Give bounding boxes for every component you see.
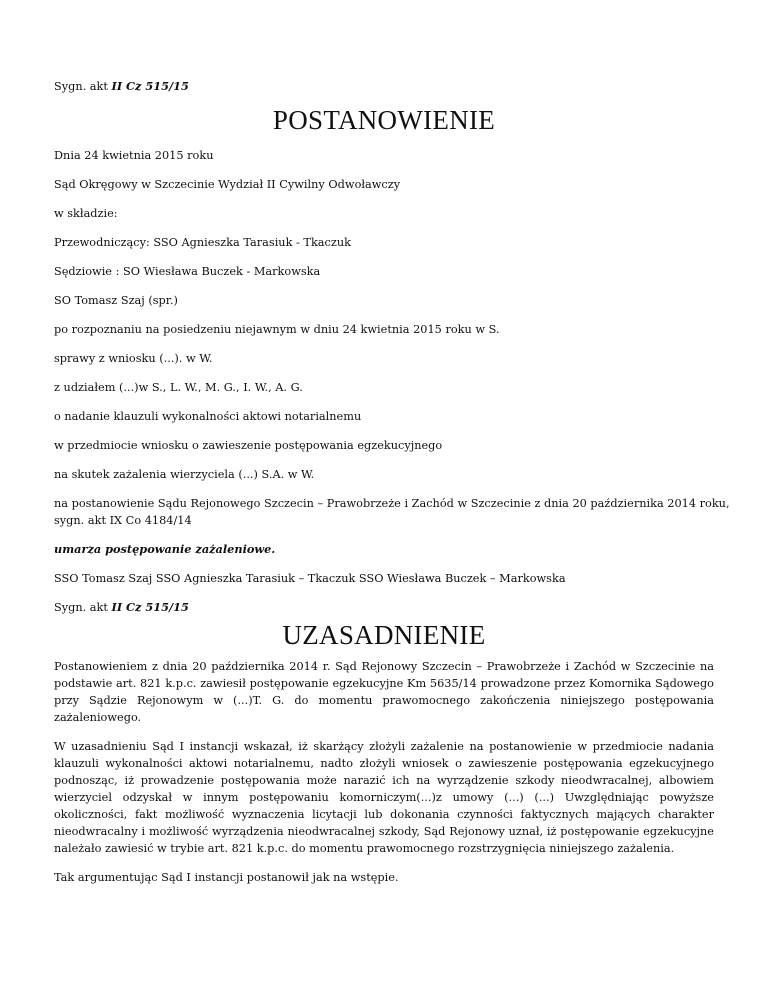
ruling-line: SO Tomasz Szaj (spr.) (54, 294, 178, 307)
case-signature-2 (54, 599, 714, 616)
case-signature-number: II Cz 515/15 (111, 600, 189, 614)
ruling-line: sprawy z wniosku (...). w W. (54, 352, 213, 365)
ruling-line: w przedmiocie wniosku o zawieszenie postępowania egzekucyjnego (54, 439, 443, 452)
ruling-decision: umarza postępowanie zażaleniowe. (54, 542, 276, 556)
ruling-line: po rozpoznaniu na posiedzeniu niejawnym w dniu 24 kwietnia 2015 roku w S. (54, 323, 500, 336)
justification-paragraph: Postanowieniem z dnia 20 października 2014 r. Sąd Rejonowy Szczecin – Prawobrzeże i Zachód w Szczecinie na podstawie art. 821 k.p.c. zawiesił postępowanie egzekucyjne Km 5635/14 prowadzone przez Komornika Sądowego przy Sądzie Rejonowym w (...)T. G. do momentu prawomocnego zakończenia niniejszego postępowania zażaleniowego. (54, 660, 714, 724)
ruling-line: Sędziowie : SO Wiesława Buczek - Markowska (54, 265, 321, 278)
ruling-line: o nadanie klauzuli wykonalności aktowi notarialnemu (54, 410, 362, 423)
ruling-line: w składzie: (54, 207, 118, 220)
reference-line: sygn. akt IX Co 4184/14 (54, 514, 192, 527)
judges-signatures: SSO Tomasz Szaj SSO Agnieszka Tarasiuk – Tkaczuk SSO Wiesława Buczek – Markowska (54, 572, 566, 585)
document-page (54, 78, 730, 898)
justification-paragraph: Tak argumentując Sąd I instancji postanowił jak na wstępie. (54, 871, 399, 884)
case-signature-number: II Cz 515/15 (111, 79, 189, 93)
ruling-line: na skutek zażalenia wierzyciela (...) S.A. w W. (54, 468, 315, 481)
reference-paragraph (54, 495, 730, 529)
justification-paragraph: W uzasadnieniu Sąd I instancji wskazał, iż skarżący złożyli zażalenie na postanowienie w przedmiocie nadania klauzuli wykonalności aktowi notarialnemu, nadto złożyli wniosek o zawieszenie postępowania egzekucyjnego podnosząc, iż prowadzenie postępowania może narazić ich na wyrządzenie szkody nieodwracalnej, albowiem wierzyciel odzyskał w innym postępowaniu komorniczym(...)z umowy (...) (...) Uwzględniając powyższe okoliczności, fakt możliwość wyznaczenia licytacji lub dokonania czynności faktycznych mających charakter nieodwracalny i możliwość wyrządzenia nieodwracalnej szkody, Sąd Rejonowy uznał, iż postępowanie egzekucyjne należało zawiesić w trybie art. 821 k.p.c. do momentu prawomocnego rozstrzygnięcia niniejszego zażalenia. (54, 740, 714, 855)
case-signature (54, 78, 714, 95)
ruling-line: Dnia 24 kwietnia 2015 roku (54, 149, 214, 162)
ruling-line: z udziałem (...)w S., L. W., M. G., I. W., A. G. (54, 381, 303, 394)
case-signature-prefix: Sygn. akt (54, 601, 112, 614)
ruling-line: Przewodniczący: SSO Agnieszka Tarasiuk - Tkaczuk (54, 236, 351, 249)
case-signature-prefix: Sygn. akt (54, 80, 112, 93)
reference-line: na postanowienie Sądu Rejonowego Szczecin – Prawobrzeże i Zachód w Szczecinie z dnia 20 października 2014 roku, (54, 497, 730, 510)
ruling-title: POSTANOWIENIE (272, 105, 496, 135)
justification-title: UZASADNIENIE (282, 620, 486, 650)
ruling-line: Sąd Okręgowy w Szczecinie Wydział II Cywilny Odwoławczy (54, 178, 401, 191)
